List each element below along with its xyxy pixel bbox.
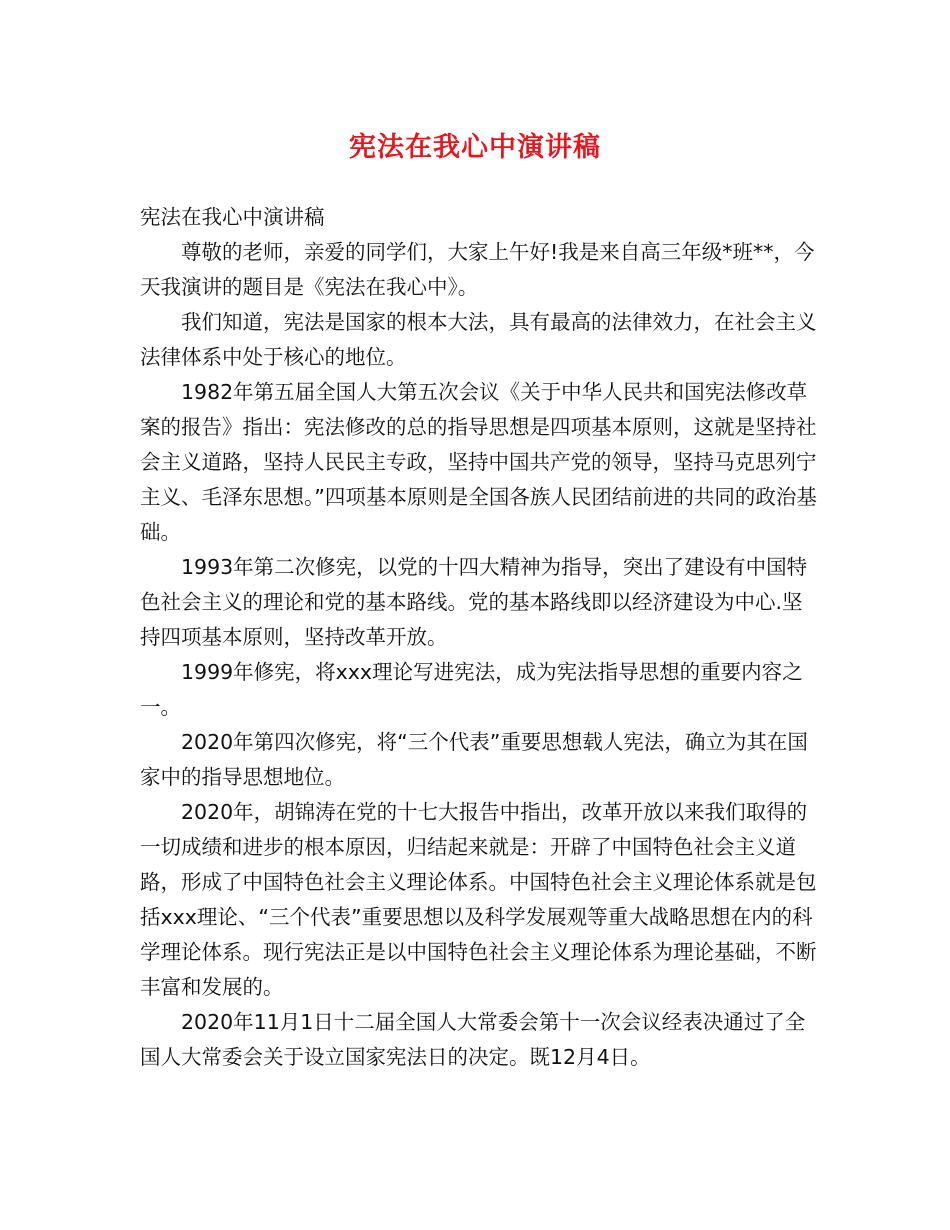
paragraph-1993-amendment: 1993年第二次修宪，以党的十四大精神为指导，突出了建设有中国特色社会主义的理论和党的基本路线。党的基本路线即以经济建设为中心.坚持四项基本原则，坚持改革开放。 — [140, 555, 808, 649]
document-subheading: 宪法在我心中演讲稿 — [140, 205, 325, 229]
document-body — [140, 200, 820, 1075]
paragraph-greeting: 尊敬的老师，亲爱的同学们，大家上午好!我是来自高三年级*班**，今天我演讲的题目是《宪法在我心中》。 — [140, 240, 815, 299]
paragraph-fourth-amendment: 2020年第四次修宪，将“三个代表”重要思想载人宪法，确立为其在国家中的指导思想地位。 — [140, 730, 808, 789]
paragraph-constitution-day: 2020年11月1日十二届全国人大常委会第十一次会议经表决通过了全国人大常委会关于设立国家宪法日的决定。既12月4日。 — [140, 1010, 806, 1069]
document-title: 宪法在我心中演讲稿 — [349, 132, 601, 163]
paragraph-constitution-status: 我们知道，宪法是国家的根本大法，具有最高的法律效力，在社会主义法律体系中处于核心的地位。 — [140, 310, 817, 369]
paragraph-1982-report: 1982年第五届全国人大第五次会议《关于中华人民共和国宪法修改草案的报告》指出：宪法修改的总的指导思想是四项基本原则，这就是坚持社会主义道路，坚持人民民主专政，坚持中国共产党的领导，坚持马克思列宁主义、毛泽东思想。”四项基本原则是全国各族人民团结前进的共同的政治基础。 — [140, 380, 817, 544]
paragraph-1999-amendment: 1999年修宪，将xxx理论写进宪法，成为宪法指导思想的重要内容之一。 — [140, 660, 803, 719]
paragraph-seventeenth-congress: 2020年，胡锦涛在党的十七大报告中指出，改革开放以来我们取得的一切成绩和进步的根本原因，归结起来就是：开辟了中国特色社会主义道路，形成了中国特色社会主义理论体系。中国特色社会主义理论体系就是包括xxx理论、“三个代表”重要思想以及科学发展观等重大战略思想在内的科学理论体系。现行宪法正是以中国特色社会主义理论体系为理论基础，不断丰富和发展的。 — [140, 800, 817, 999]
